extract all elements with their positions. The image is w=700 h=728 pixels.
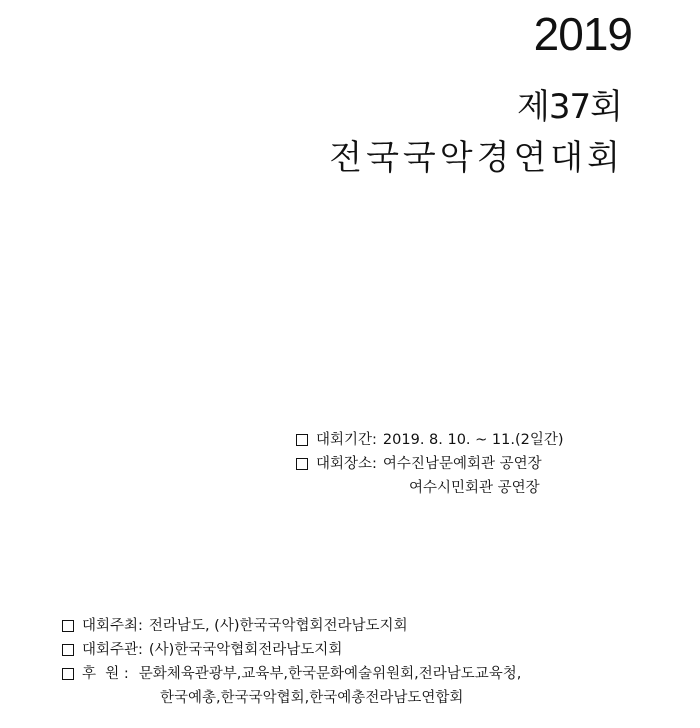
organization-info-block	[62, 614, 521, 710]
checkbox-square-icon	[296, 434, 308, 446]
event-period-value: 2019. 8. 10. ~ 11.(2일간)	[382, 432, 564, 448]
checkbox-square-icon	[62, 644, 74, 656]
organizer-label: 대회주관:	[82, 642, 143, 658]
checkbox-square-icon	[62, 668, 74, 680]
edition-title: 제37회	[517, 87, 622, 127]
event-venue-label: 대회장소:	[316, 456, 377, 472]
sponsor-row	[62, 662, 521, 686]
year: 2019	[533, 8, 632, 60]
event-venue-row	[296, 452, 564, 476]
host-row	[62, 614, 521, 638]
sponsor-label: 후 원 :	[82, 666, 129, 682]
event-venue-value-2: 여수시민회관 공연장	[409, 480, 540, 496]
event-period-row	[296, 428, 564, 452]
sponsor-value-2: 한국예총,한국국악협회,한국예총전라남도연합회	[160, 690, 464, 706]
checkbox-square-icon	[62, 620, 74, 632]
event-venue-value: 여수진남문예회관 공연장	[382, 456, 542, 472]
contest-title: 전국국악경연대회	[329, 138, 624, 178]
host-value: 전라남도, (사)한국국악협회전라남도지회	[148, 618, 408, 634]
organizer-value: (사)한국국악협회전라남도지회	[148, 642, 343, 658]
host-label: 대회주최:	[82, 618, 143, 634]
event-info-block	[296, 428, 564, 500]
event-period-label: 대회기간:	[316, 432, 377, 448]
checkbox-square-icon	[296, 458, 308, 470]
sponsor-value: 문화체육관광부,교육부,한국문화예술위원회,전라남도교육청,	[138, 666, 522, 682]
organizer-row	[62, 638, 521, 662]
